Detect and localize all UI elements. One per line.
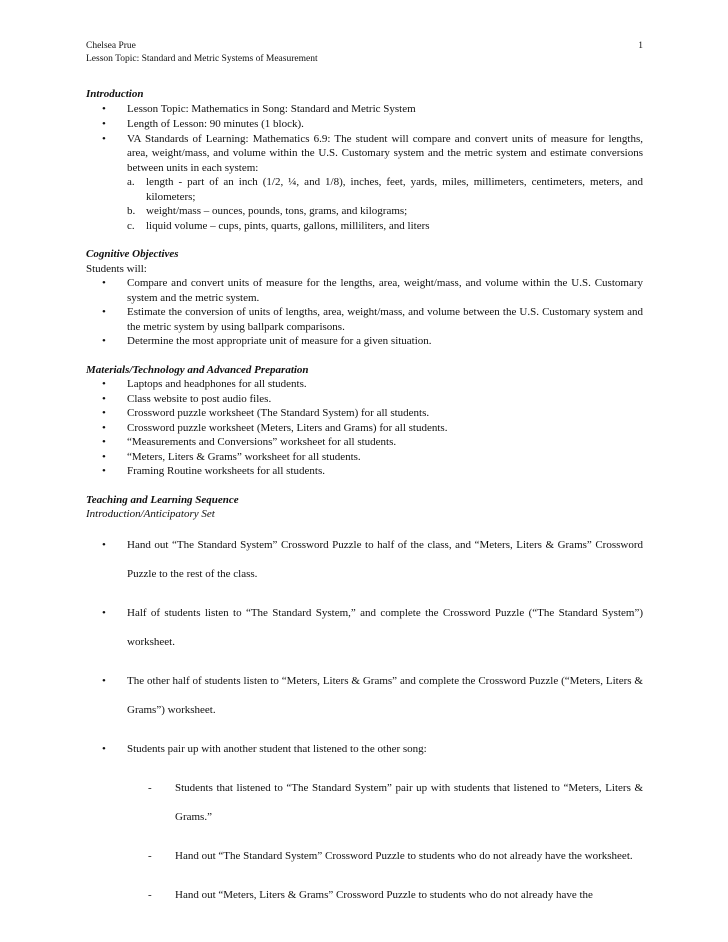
- list-item: • Lesson Topic: Mathematics in Song: Standard and Metric System: [102, 102, 416, 115]
- bullet-icon: •: [102, 335, 106, 347]
- bullet-icon: •: [102, 118, 106, 130]
- list-item: • Determine the most appropriate unit of measure for a given situation.: [102, 335, 432, 347]
- list-item: • Compare and convert units of measure for the lengths, area, weight/mass, and volume within the U.S. Customary system and the metric system.: [102, 277, 643, 304]
- subsection-heading-introduction: Introduction/Anticipatory Set: [86, 508, 215, 520]
- dash-list-item: - Students that listened to “The Standard System” pair up with students that listened to “Meters, Liters & Grams.”: [86, 774, 643, 832]
- list-item: • Crossword puzzle worksheet (The Standard System) for all students.: [102, 407, 430, 419]
- double-spaced-list: [86, 531, 643, 910]
- list-item: • Half of students listen to “The Standard System,” and complete the Crossword Puzzle (“The Standard System”) worksheet.: [86, 599, 643, 657]
- dash-list-item: - Hand out “The Standard System” Crossword Puzzle to students who do not already have the worksheet.: [86, 842, 643, 871]
- running-header: [86, 40, 643, 66]
- bullet-icon: •: [102, 421, 106, 434]
- section-heading-teaching: Teaching and Learning Sequence: [86, 493, 239, 506]
- bullet-icon: •: [102, 606, 106, 619]
- bullet-icon: •: [102, 378, 106, 390]
- bullet-icon: •: [102, 407, 106, 419]
- bullet-icon: •: [102, 674, 106, 687]
- list-item: • “Measurements and Conversions” worksheet for all students.: [102, 436, 397, 448]
- students-will-lead: Students will:: [86, 262, 147, 275]
- bullet-icon: •: [102, 132, 106, 145]
- bullet-icon: •: [102, 436, 106, 448]
- bullet-icon: •: [102, 742, 106, 755]
- sub-list-item: a. length - part of an inch (1/2, ¼, and 1/8), inches, feet, yards, miles, millimeters, centimeters, meters, and kilometers;: [127, 176, 643, 203]
- dash-icon: -: [148, 888, 152, 901]
- list-item: • Length of Lesson: 90 minutes (1 block).: [102, 118, 304, 130]
- lesson-topic-header: Lesson Topic: Standard and Metric Systems of Measurement: [86, 54, 318, 64]
- list-item: • Laptops and headphones for all students.: [102, 378, 307, 390]
- list-item: • VA Standards of Learning: Mathematics 6.9: The student will compare and convert units of measure for lengths, area, weight/mass, and volume within the U.S. Customary system and the metric system and estimate conversions between units in each system:: [102, 132, 643, 174]
- bullet-icon: •: [102, 102, 106, 115]
- list-item: • Students pair up with another student that listened to the other song:: [86, 735, 643, 764]
- section-heading-introduction: Introduction: [86, 88, 144, 100]
- list-item: • Framing Routine worksheets for all students.: [102, 465, 325, 477]
- bullet-icon: •: [102, 392, 106, 405]
- dash-icon: -: [148, 849, 152, 862]
- list-item: • Estimate the conversion of units of lengths, area, weight/mass, and volume between the U.S. Customary system and the metric system by using ballpark comparisons.: [102, 306, 643, 333]
- author-name: Chelsea Prue: [86, 41, 136, 51]
- list-item: • Hand out “The Standard System” Crossword Puzzle to half of the class, and “Meters, Liters & Grams” Crossword Puzzle to the rest of the class.: [86, 531, 643, 589]
- bullet-icon: •: [102, 450, 106, 463]
- bullet-icon: •: [102, 306, 106, 318]
- page-number: 1: [638, 41, 643, 51]
- list-item: • Class website to post audio files.: [102, 392, 272, 405]
- section-heading-materials: Materials/Technology and Advanced Preparation: [86, 363, 309, 376]
- list-item: • “Meters, Liters & Grams” worksheet for all students.: [102, 450, 361, 463]
- bullet-icon: •: [102, 538, 106, 551]
- dash-icon: -: [148, 781, 152, 794]
- bullet-icon: •: [102, 277, 106, 289]
- list-item: • The other half of students listen to “Meters, Liters & Grams” and complete the Crossword Puzzle (“Meters, Liters & Grams”) worksheet.: [86, 667, 643, 725]
- document-page: [86, 40, 643, 910]
- bullet-icon: •: [102, 465, 106, 477]
- list-item: • Crossword puzzle worksheet (Meters, Liters and Grams) for all students.: [102, 421, 448, 434]
- section-heading-cognitive-objectives: Cognitive Objectives: [86, 248, 179, 260]
- sub-list-item: b. weight/mass – ounces, pounds, tons, grams, and kilograms;: [127, 205, 408, 217]
- sub-list-item: c. liquid volume – cups, pints, quarts, gallons, milliliters, and liters: [127, 219, 430, 232]
- dash-list-item: - Hand out “Meters, Liters & Grams” Crossword Puzzle to students who do not already have the: [86, 881, 643, 910]
